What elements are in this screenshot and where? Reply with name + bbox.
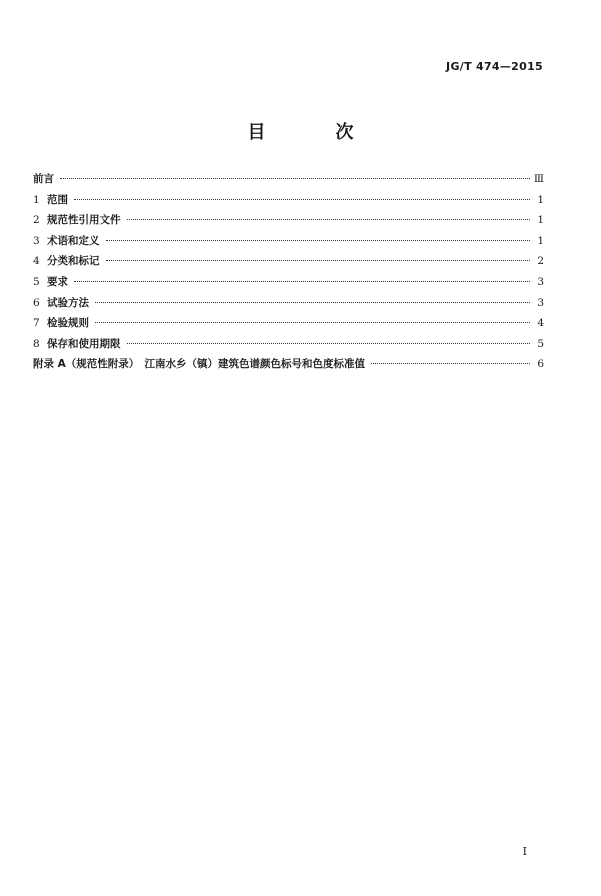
toc-entry-page: 6 <box>537 358 544 371</box>
table-of-contents <box>33 169 544 375</box>
toc-entry-terms-definitions[interactable] <box>33 231 544 252</box>
toc-entry-normative-references[interactable] <box>33 210 544 231</box>
dot-leader <box>106 260 531 261</box>
toc-entry-number: 7 <box>33 317 40 330</box>
toc-entry-label: 范围 <box>47 193 68 206</box>
toc-entry-page: 2 <box>537 255 544 268</box>
toc-entry-test-methods[interactable] <box>33 293 544 314</box>
toc-entry-storage-period[interactable] <box>33 334 544 355</box>
toc-entry-number: 8 <box>33 337 40 350</box>
dot-leader <box>74 199 530 200</box>
toc-entry-label: 要求 <box>47 275 68 288</box>
page-number: I <box>522 845 527 858</box>
toc-entry-number: 2 <box>33 214 40 227</box>
standard-code: JG/T 474—2015 <box>446 60 543 73</box>
toc-entry-scope[interactable] <box>33 190 544 211</box>
toc-entry-page: 1 <box>537 234 544 247</box>
dot-leader <box>95 322 530 323</box>
dot-leader <box>371 363 530 364</box>
toc-entry-page: 3 <box>537 296 544 309</box>
page-title: 目 次 <box>247 122 380 143</box>
toc-entry-number: 5 <box>33 275 40 288</box>
toc-entry-label: 检验规则 <box>47 317 89 330</box>
toc-entry-appendix-a[interactable] <box>33 354 544 375</box>
toc-entry-number: 1 <box>33 193 40 206</box>
toc-entry-page: 5 <box>537 337 544 350</box>
toc-entry-page: 1 <box>537 214 544 227</box>
dot-leader <box>74 281 530 282</box>
toc-entry-classification[interactable] <box>33 251 544 272</box>
dot-leader <box>127 219 531 220</box>
toc-entry-label: 试验方法 <box>47 296 89 309</box>
toc-entry-label: 保存和使用期限 <box>47 337 121 350</box>
toc-entry-page: 1 <box>537 193 544 206</box>
toc-entry-number: 4 <box>33 255 40 268</box>
toc-entry-page: Ⅲ <box>533 173 544 185</box>
toc-entry-requirements[interactable] <box>33 272 544 293</box>
dot-leader <box>95 302 530 303</box>
toc-entry-number: 3 <box>33 234 40 247</box>
dot-leader <box>127 343 531 344</box>
toc-entry-number: 6 <box>33 296 40 309</box>
toc-entry-label: 前言 <box>33 173 54 185</box>
toc-entry-page: 4 <box>537 317 544 330</box>
dot-leader <box>106 240 531 241</box>
toc-entry-label: 规范性引用文件 <box>47 214 121 227</box>
toc-entry-page: 3 <box>537 275 544 288</box>
toc-entry-foreword[interactable] <box>33 169 544 190</box>
toc-entry-label: 附录 A（规范性附录） 江南水乡（镇）建筑色谱颜色标号和色度标准值 <box>33 358 366 371</box>
toc-entry-label: 分类和标记 <box>47 255 100 268</box>
toc-entry-label: 术语和定义 <box>47 234 100 247</box>
toc-entry-inspection-rules[interactable] <box>33 313 544 334</box>
dot-leader <box>60 178 530 179</box>
